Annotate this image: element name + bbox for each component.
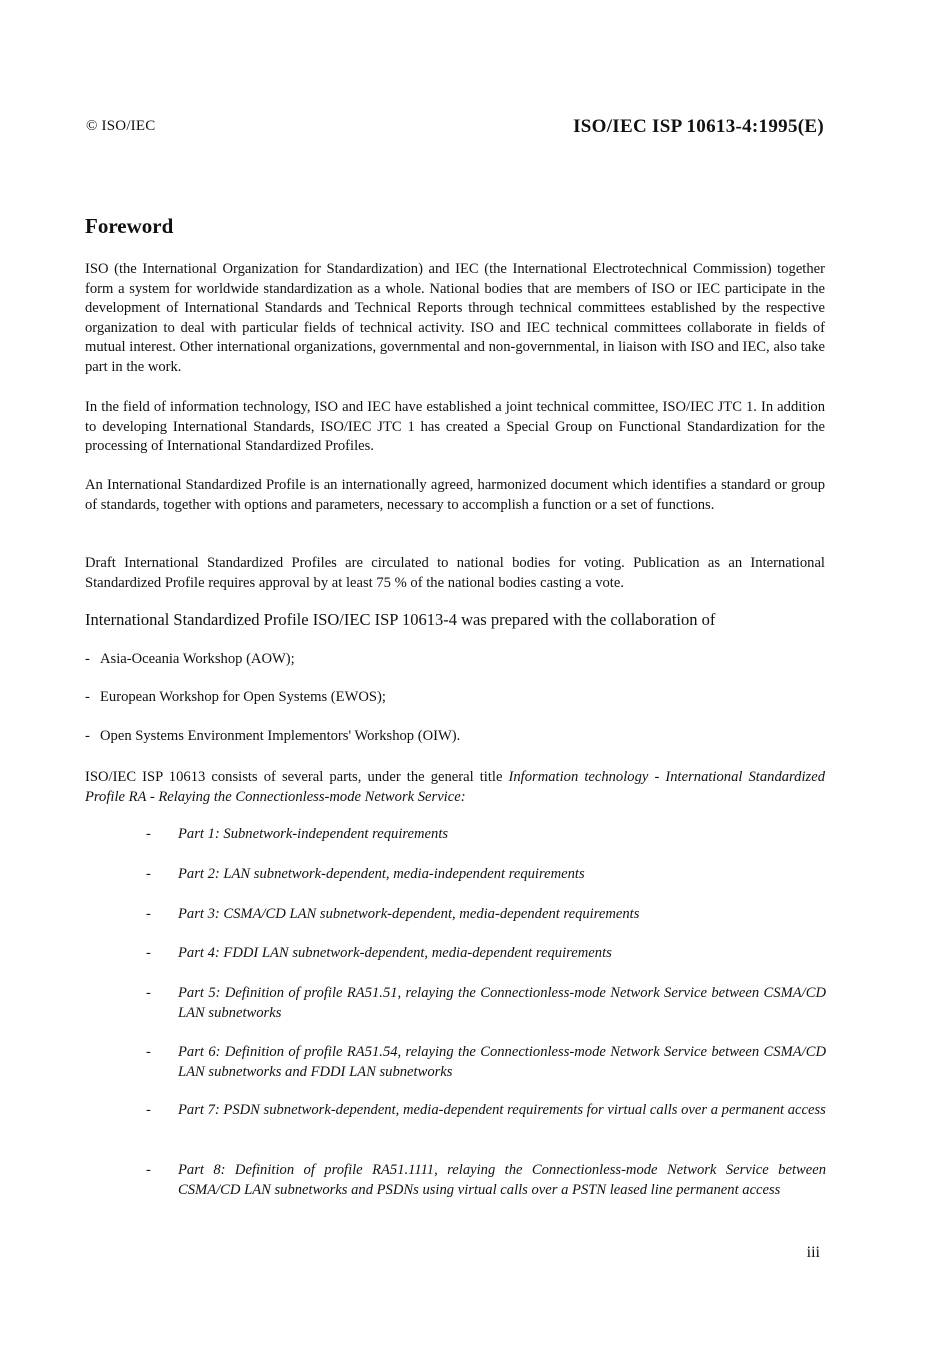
header-document-id: ISO/IEC ISP 10613-4:1995(E) xyxy=(573,116,824,137)
paragraph-draft-voting: Draft International Standardized Profiles are circulated to national bodies for voting. Publication as an International Standardized Profile requires approval by at least 75 % of the national bodies casting a vote. xyxy=(85,555,825,591)
list-dash: - xyxy=(85,651,90,667)
list-dash: - xyxy=(85,689,90,705)
workshop-text: European Workshop for Open Systems (EWOS); xyxy=(100,689,386,705)
list-dash: - xyxy=(146,945,151,961)
list-dash: - xyxy=(146,985,151,1001)
part-text: Part 8: Definition of profile RA51.1111, relaying the Connectionless-mode Network Service between CSMA/CD LAN subnetworks and PSDNs using virtual calls over a PSTN leased line permanent access xyxy=(178,1162,826,1198)
page-number: iii xyxy=(806,1244,820,1261)
part-text: Part 2: LAN subnetwork-dependent, media-independent requirements xyxy=(178,866,585,882)
list-dash: - xyxy=(146,866,151,882)
series-title: Information technology - International Standardized Profile RA - Relaying the Connectionless-mode Network Service: xyxy=(85,769,825,805)
header-copyright: © ISO/IEC xyxy=(86,118,156,134)
list-item-workshop xyxy=(85,727,460,746)
paragraph-collaboration: International Standardized Profile ISO/IEC ISP 10613-4 was prepared with the collaboration of xyxy=(85,610,716,629)
list-item-part xyxy=(146,944,826,964)
part-text: Part 3: CSMA/CD LAN subnetwork-dependent, media-dependent requirements xyxy=(178,906,640,922)
paragraph-isp-definition: An International Standardized Profile is an internationally agreed, harmonized document which identifies a standard or group of standards, together with options and parameters, necessary to accomplish a function or a set of functions. xyxy=(85,477,825,513)
list-dash: - xyxy=(146,906,151,922)
list-item-part xyxy=(146,905,826,925)
part-text: Part 5: Definition of profile RA51.51, relaying the Connectionless-mode Network Service between CSMA/CD LAN subnetworks xyxy=(178,985,826,1021)
list-item-part xyxy=(146,1101,826,1121)
paragraph-parts-intro xyxy=(85,768,825,807)
list-dash: - xyxy=(146,1162,151,1178)
list-item-part xyxy=(146,1161,826,1200)
page-title: Foreword xyxy=(85,214,174,238)
list-dash: - xyxy=(85,728,90,744)
paragraph-iso-iec-intro: ISO (the International Organization for Standardization) and IEC (the International Electrotechnical Commission) together form a system for worldwide standardization as a whole. National bodies that are members of ISO or IEC participate in the development of International Standards and Technical Reports through technical committees established by the respective organization to deal with particular fields of technical activity. ISO and IEC technical committees collaborate in fields of mutual interest. Other international organizations, governmental and non-governmental, in liaison with ISO and IEC, also take part in the work. xyxy=(85,261,825,375)
part-text: Part 1: Subnetwork-independent requirements xyxy=(178,826,449,842)
list-dash: - xyxy=(146,1102,151,1118)
part-text: Part 7: PSDN subnetwork-dependent, media-dependent requirements for virtual calls over a permanent access xyxy=(178,1102,826,1118)
list-item-part xyxy=(146,865,826,885)
list-item-part xyxy=(146,984,826,1023)
workshop-text: Asia-Oceania Workshop (AOW); xyxy=(100,651,295,667)
list-item-workshop xyxy=(85,650,295,669)
part-text: Part 6: Definition of profile RA51.54, relaying the Connectionless-mode Network Service between CSMA/CD LAN subnetworks and FDDI LAN subnetworks xyxy=(178,1044,826,1080)
list-dash: - xyxy=(146,826,151,842)
list-item-workshop xyxy=(85,688,386,707)
list-item-part xyxy=(146,825,826,845)
paragraph-jtc1: In the field of information technology, ISO and IEC have established a joint technical committee, ISO/IEC JTC 1. In addition to developing International Standards, ISO/IEC JTC 1 has created a Special Group on Functional Standardization for the processing of International Standardized Profiles. xyxy=(85,399,825,454)
part-text: Part 4: FDDI LAN subnetwork-dependent, media-dependent requirements xyxy=(178,945,612,961)
parts-intro-prefix: ISO/IEC ISP 10613 consists of several parts, under the general title xyxy=(85,769,509,785)
list-dash: - xyxy=(146,1044,151,1060)
workshop-text: Open Systems Environment Implementors' Workshop (OIW). xyxy=(100,728,461,744)
list-item-part xyxy=(146,1043,826,1082)
